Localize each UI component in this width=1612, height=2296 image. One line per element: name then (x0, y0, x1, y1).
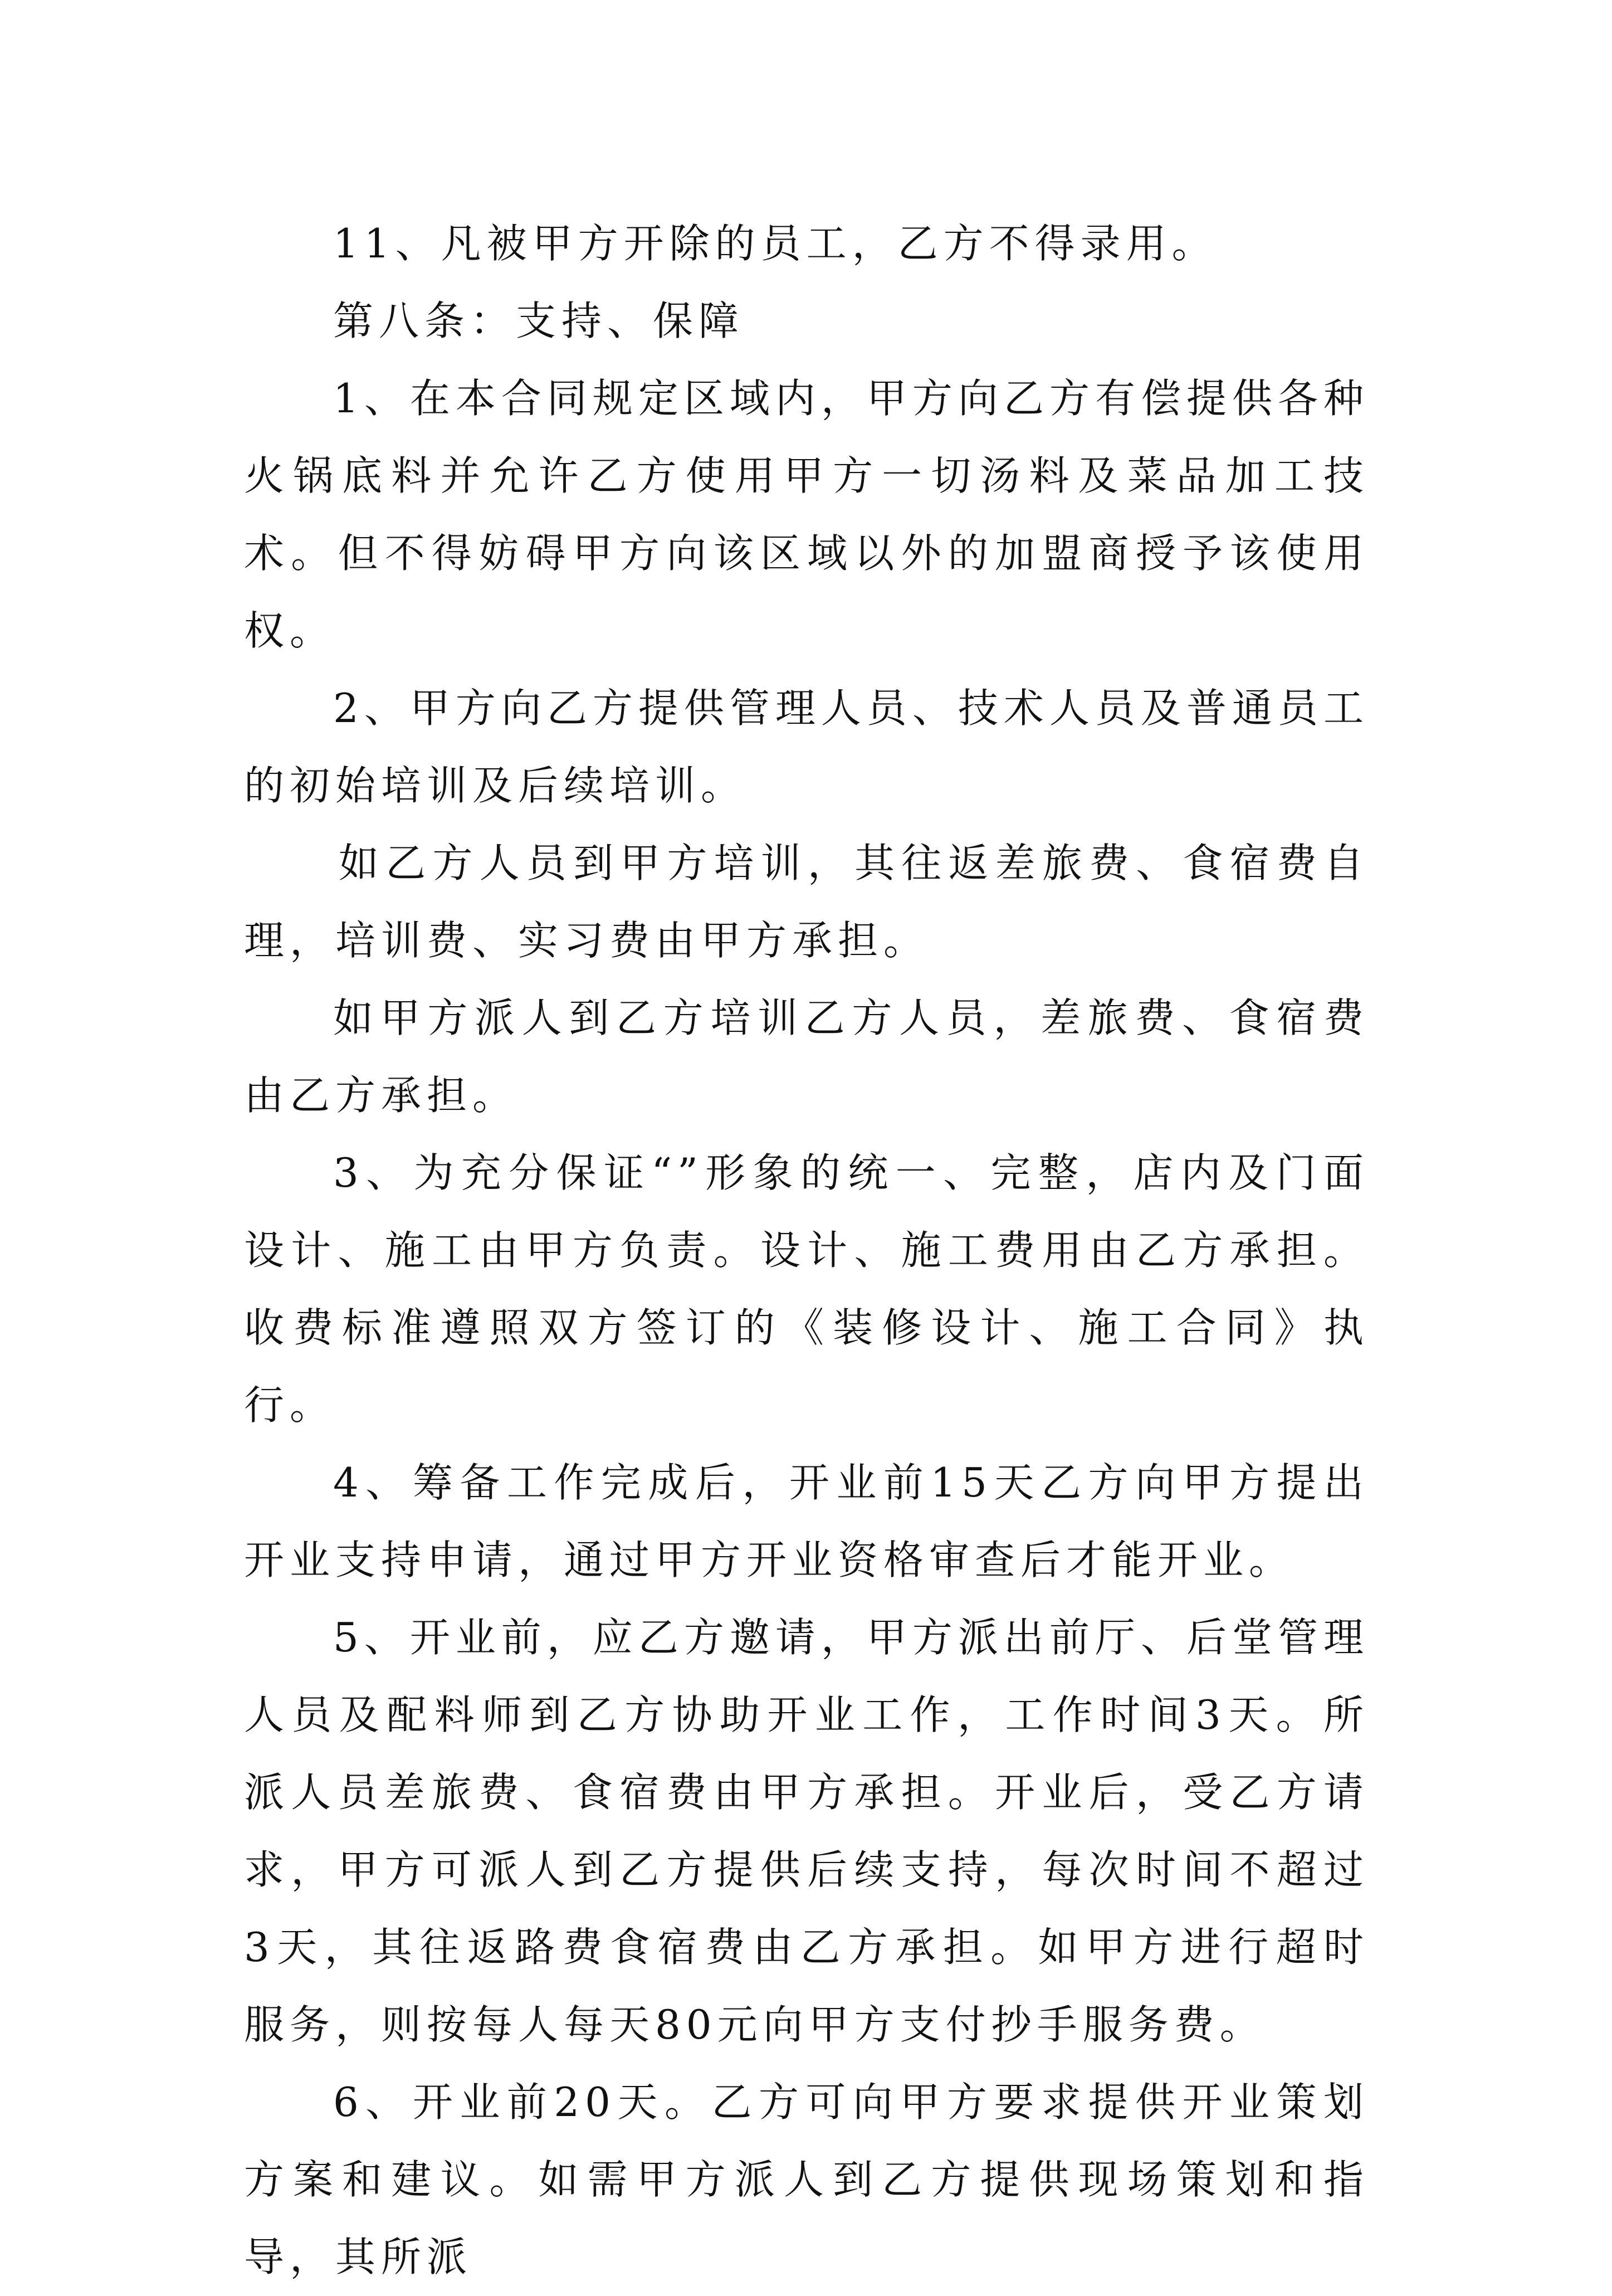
paragraph-clause-4: 4、筹备工作完成后，开业前15天乙方向甲方提出开业支持申请，通过甲方开业资格审查后才能开业。 (244, 1459, 1369, 1583)
paragraph-training-expenses-b: 如甲方派人到乙方培训乙方人员，差旅费、食宿费由乙方承担。 (244, 995, 1369, 1119)
paragraph-clause-5: 5、开业前，应乙方邀请，甲方派出前厅、后堂管理人员及配料师到乙方协助开业工作，工作时间3天。所派人员差旅费、食宿费由甲方承担。开业后，受乙方请求，甲方可派人到乙方提供后续支持，每次时间不超过3天，其往返路费食宿费由乙方承担。如甲方进行超时服务，则按每人每天80元向甲方支付抄手服务费。 (244, 1614, 1369, 2048)
paragraph-clause-1: 1、在本合同规定区域内，甲方向乙方有偿提供各种火锅底料并允许乙方使用甲方一切汤料及菜品加工技术。但不得妨碍甲方向该区域以外的加盟商授予该使用权。 (244, 375, 1369, 654)
section-heading-article-8: 第八条：支持、保障 (333, 298, 745, 344)
paragraph-clause-3: 3、为充分保证“”形象的统一、完整，店内及门面设计、施工由甲方负责。设计、施工费用由乙方承担。收费标准遵照双方签订的《装修设计、施工合同》执行。 (244, 1149, 1369, 1429)
paragraph-clause-6: 6、开业前20天。乙方可向甲方要求提供开业策划方案和建议。如需甲方派人到乙方提供现场策划和指导，其所派 (244, 2079, 1369, 2280)
paragraph-training-expenses-a: 如乙方人员到甲方培训，其往返差旅费、食宿费自理，培训费、实习费由甲方承担。 (244, 840, 1369, 964)
paragraph-rule-11: 11、凡被甲方开除的员工，乙方不得录用。 (333, 220, 1218, 267)
document-body (244, 205, 1369, 2296)
paragraph-clause-2: 2、甲方向乙方提供管理人员、技术人员及普通员工的初始培训及后续培训。 (244, 685, 1369, 809)
